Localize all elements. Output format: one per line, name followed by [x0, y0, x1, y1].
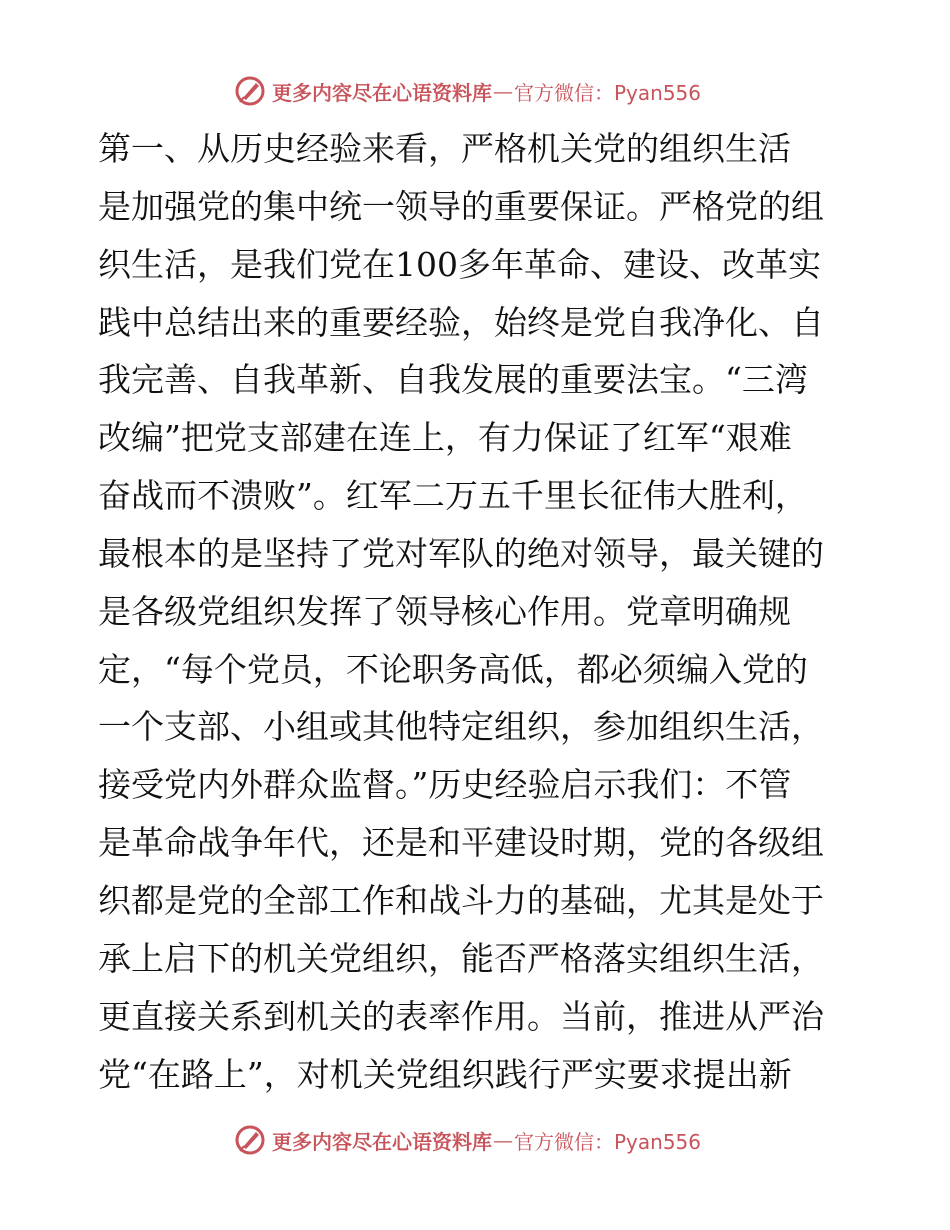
text-line: 奋战而不溃败”。红军二万五千里长征伟大胜利， [98, 476, 808, 516]
text-line: 是加强党的集中统一领导的重要保证。严格党的组 [98, 186, 824, 226]
text-line: 最根本的是坚持了党对军队的绝对领导，最关键的 [98, 533, 824, 573]
banner-wechat-id: 官方微信：Pyan556 [514, 80, 702, 105]
text-line: 我完善、自我革新、自我发展的重要法宝。“三湾 [98, 360, 808, 400]
text-line: 承上启下的机关党组织，能否严格落实组织生活， [98, 938, 824, 978]
text-line: 践中总结出来的重要经验，始终是党自我净化、自 [98, 302, 824, 342]
banner-wechat-id: 官方微信：Pyan556 [514, 1129, 702, 1154]
quill-pen-logo-icon [234, 75, 266, 107]
body-paragraph [98, 120, 858, 1103]
banner-site-name: 更多内容尽在心语资料库 [272, 80, 492, 105]
text-line: 一个支部、小组或其他特定组织，参加组织生活， [98, 707, 824, 747]
banner-dash: — [493, 79, 513, 103]
text-line: 定，“每个党员，不论职务高低，都必须编入党的 [98, 649, 808, 689]
footer-banner [234, 1123, 701, 1157]
banner-site-name: 更多内容尽在心语资料库 [272, 1129, 492, 1154]
text-line: 党“在路上”，对机关党组织践行严实要求提出新 [98, 1054, 792, 1094]
banner-dash: — [493, 1128, 513, 1152]
header-banner [234, 74, 701, 108]
text-line: 接受党内外群众监督。”历史经验启示我们：不管 [98, 765, 792, 805]
text-line: 织生活，是我们党在100多年革命、建设、改革实 [98, 244, 821, 284]
text-line: 是各级党组织发挥了领导核心作用。党章明确规 [98, 591, 791, 631]
text-line: 改编”把党支部建在连上，有力保证了红军“艰难 [98, 418, 792, 458]
text-line: 是革命战争年代，还是和平建设时期，党的各级组 [98, 823, 824, 863]
text-line: 第一、从历史经验来看，严格机关党的组织生活 [98, 129, 791, 168]
text-line: 织都是党的全部工作和战斗力的基础，尤其是处于 [98, 880, 824, 920]
quill-pen-logo-icon [234, 1124, 266, 1156]
text-line: 更直接关系到机关的表率作用。当前，推进从严治 [98, 996, 824, 1036]
